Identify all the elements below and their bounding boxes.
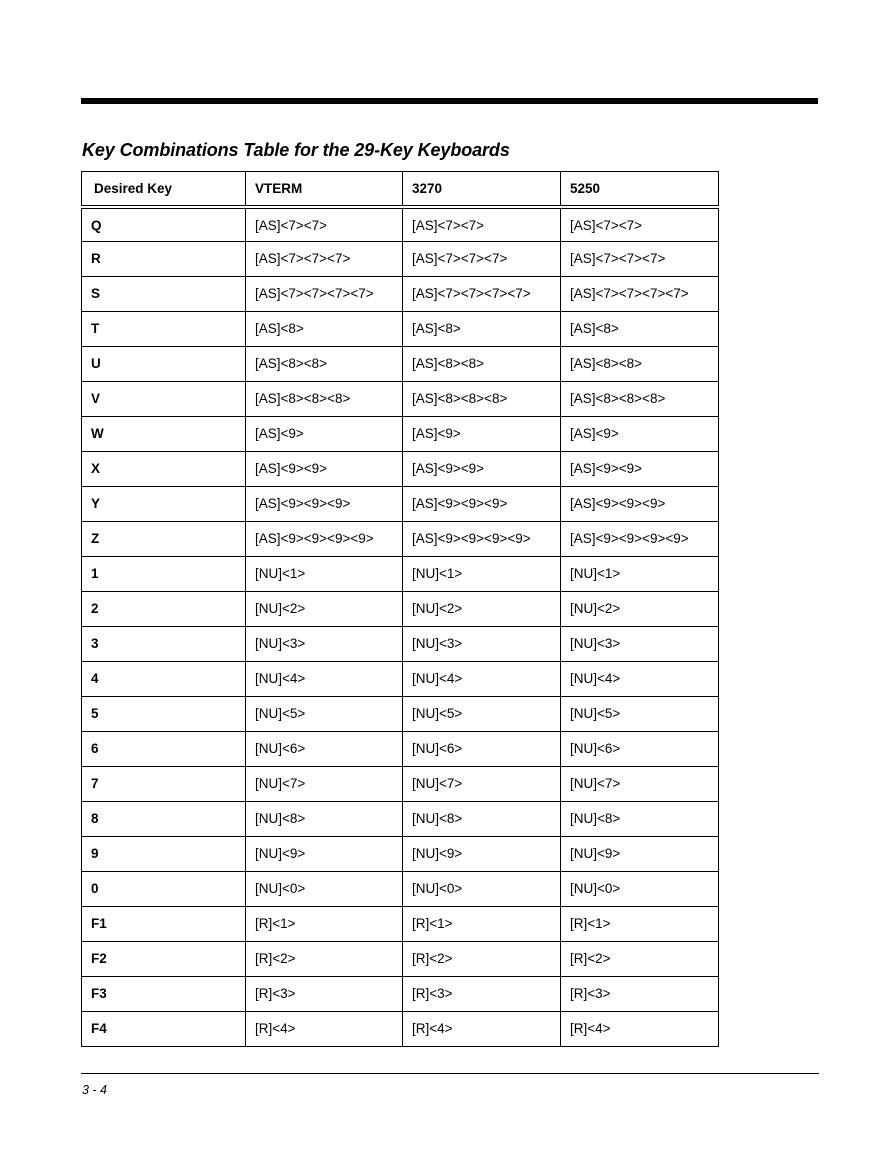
desired-key-cell: 2 [82, 592, 246, 627]
vterm-cell: [AS]<9><9> [246, 452, 403, 487]
desired-key-cell: 0 [82, 872, 246, 907]
table-row [82, 627, 719, 662]
3270-cell: [AS]<7><7><7><7> [403, 277, 561, 312]
5250-cell: [R]<3> [561, 977, 719, 1012]
table-row [82, 837, 719, 872]
3270-cell: [NU]<1> [403, 557, 561, 592]
table-row [82, 592, 719, 627]
desired-key-cell: 6 [82, 732, 246, 767]
5250-cell: [AS]<9><9> [561, 452, 719, 487]
vterm-cell: [NU]<2> [246, 592, 403, 627]
3270-cell: [AS]<9><9> [403, 452, 561, 487]
vterm-cell: [NU]<3> [246, 627, 403, 662]
vterm-cell: [NU]<6> [246, 732, 403, 767]
3270-cell: [AS]<7><7> [403, 207, 561, 242]
vterm-cell: [R]<4> [246, 1012, 403, 1047]
vterm-cell: [R]<3> [246, 977, 403, 1012]
5250-cell: [NU]<0> [561, 872, 719, 907]
5250-cell: [R]<2> [561, 942, 719, 977]
3270-cell: [AS]<8><8><8> [403, 382, 561, 417]
3270-cell: [NU]<4> [403, 662, 561, 697]
5250-cell: [AS]<7><7> [561, 207, 719, 242]
column-header-vterm: VTERM [246, 172, 403, 207]
5250-cell: [NU]<2> [561, 592, 719, 627]
vterm-cell: [NU]<1> [246, 557, 403, 592]
3270-cell: [AS]<9><9><9> [403, 487, 561, 522]
table-row [82, 382, 719, 417]
5250-cell: [NU]<5> [561, 697, 719, 732]
5250-cell: [NU]<3> [561, 627, 719, 662]
desired-key-cell: T [82, 312, 246, 347]
5250-cell: [AS]<9><9><9> [561, 487, 719, 522]
desired-key-cell: V [82, 382, 246, 417]
3270-cell: [R]<1> [403, 907, 561, 942]
3270-cell: [NU]<2> [403, 592, 561, 627]
3270-cell: [NU]<7> [403, 767, 561, 802]
table-row [82, 977, 719, 1012]
vterm-cell: [NU]<7> [246, 767, 403, 802]
3270-cell: [NU]<5> [403, 697, 561, 732]
table-body [82, 207, 719, 1047]
table-row [82, 767, 719, 802]
5250-cell: [NU]<4> [561, 662, 719, 697]
5250-cell: [NU]<6> [561, 732, 719, 767]
vterm-cell: [AS]<9> [246, 417, 403, 452]
table-row [82, 732, 719, 767]
5250-cell: [R]<4> [561, 1012, 719, 1047]
vterm-cell: [AS]<8> [246, 312, 403, 347]
column-header-5250: 5250 [561, 172, 719, 207]
vterm-cell: [R]<2> [246, 942, 403, 977]
desired-key-cell: 1 [82, 557, 246, 592]
vterm-cell: [NU]<5> [246, 697, 403, 732]
table-row [82, 557, 719, 592]
5250-cell: [AS]<8><8> [561, 347, 719, 382]
desired-key-cell: U [82, 347, 246, 382]
5250-cell: [NU]<8> [561, 802, 719, 837]
table-row [82, 277, 719, 312]
table-row [82, 907, 719, 942]
table-row [82, 242, 719, 277]
table-row [82, 697, 719, 732]
vterm-cell: [NU]<0> [246, 872, 403, 907]
table-row [82, 522, 719, 557]
desired-key-cell: 8 [82, 802, 246, 837]
table-row [82, 207, 719, 242]
3270-cell: [R]<2> [403, 942, 561, 977]
5250-cell: [NU]<1> [561, 557, 719, 592]
header-rule [81, 98, 818, 104]
vterm-cell: [AS]<7><7> [246, 207, 403, 242]
5250-cell: [AS]<9><9><9><9> [561, 522, 719, 557]
5250-cell: [R]<1> [561, 907, 719, 942]
3270-cell: [NU]<3> [403, 627, 561, 662]
vterm-cell: [AS]<8><8><8> [246, 382, 403, 417]
desired-key-cell: 9 [82, 837, 246, 872]
3270-cell: [NU]<6> [403, 732, 561, 767]
vterm-cell: [R]<1> [246, 907, 403, 942]
3270-cell: [NU]<0> [403, 872, 561, 907]
5250-cell: [AS]<7><7><7><7> [561, 277, 719, 312]
desired-key-cell: 3 [82, 627, 246, 662]
table-row [82, 417, 719, 452]
table-row [82, 872, 719, 907]
desired-key-cell: F3 [82, 977, 246, 1012]
3270-cell: [NU]<8> [403, 802, 561, 837]
table-row [82, 347, 719, 382]
desired-key-cell: Y [82, 487, 246, 522]
desired-key-cell: F1 [82, 907, 246, 942]
5250-cell: [AS]<8><8><8> [561, 382, 719, 417]
3270-cell: [AS]<9> [403, 417, 561, 452]
vterm-cell: [NU]<8> [246, 802, 403, 837]
desired-key-cell: F2 [82, 942, 246, 977]
3270-cell: [NU]<9> [403, 837, 561, 872]
column-header-desired-key: Desired Key [82, 172, 246, 207]
3270-cell: [AS]<7><7><7> [403, 242, 561, 277]
3270-cell: [R]<4> [403, 1012, 561, 1047]
desired-key-cell: Q [82, 207, 246, 242]
table-header-row [82, 172, 719, 207]
page-number: 3 - 4 [82, 1083, 108, 1097]
3270-cell: [AS]<8> [403, 312, 561, 347]
desired-key-cell: S [82, 277, 246, 312]
table-row [82, 1012, 719, 1047]
desired-key-cell: F4 [82, 1012, 246, 1047]
key-combinations-table [81, 171, 719, 1047]
3270-cell: [AS]<8><8> [403, 347, 561, 382]
vterm-cell: [AS]<9><9><9> [246, 487, 403, 522]
5250-cell: [AS]<8> [561, 312, 719, 347]
desired-key-cell: 7 [82, 767, 246, 802]
5250-cell: [AS]<9> [561, 417, 719, 452]
vterm-cell: [NU]<4> [246, 662, 403, 697]
desired-key-cell: R [82, 242, 246, 277]
section-title: Key Combinations Table for the 29-Key Keyboards [82, 140, 510, 160]
desired-key-cell: Z [82, 522, 246, 557]
vterm-cell: [NU]<9> [246, 837, 403, 872]
vterm-cell: [AS]<7><7><7><7> [246, 277, 403, 312]
table-row [82, 487, 719, 522]
5250-cell: [AS]<7><7><7> [561, 242, 719, 277]
vterm-cell: [AS]<8><8> [246, 347, 403, 382]
footer-rule [81, 1073, 819, 1074]
3270-cell: [R]<3> [403, 977, 561, 1012]
desired-key-cell: X [82, 452, 246, 487]
5250-cell: [NU]<7> [561, 767, 719, 802]
vterm-cell: [AS]<9><9><9><9> [246, 522, 403, 557]
desired-key-cell: 5 [82, 697, 246, 732]
table-row [82, 452, 719, 487]
table-row [82, 802, 719, 837]
desired-key-cell: 4 [82, 662, 246, 697]
5250-cell: [NU]<9> [561, 837, 719, 872]
desired-key-cell: W [82, 417, 246, 452]
table-row [82, 312, 719, 347]
table-row [82, 662, 719, 697]
column-header-3270: 3270 [403, 172, 561, 207]
3270-cell: [AS]<9><9><9><9> [403, 522, 561, 557]
vterm-cell: [AS]<7><7><7> [246, 242, 403, 277]
table-row [82, 942, 719, 977]
